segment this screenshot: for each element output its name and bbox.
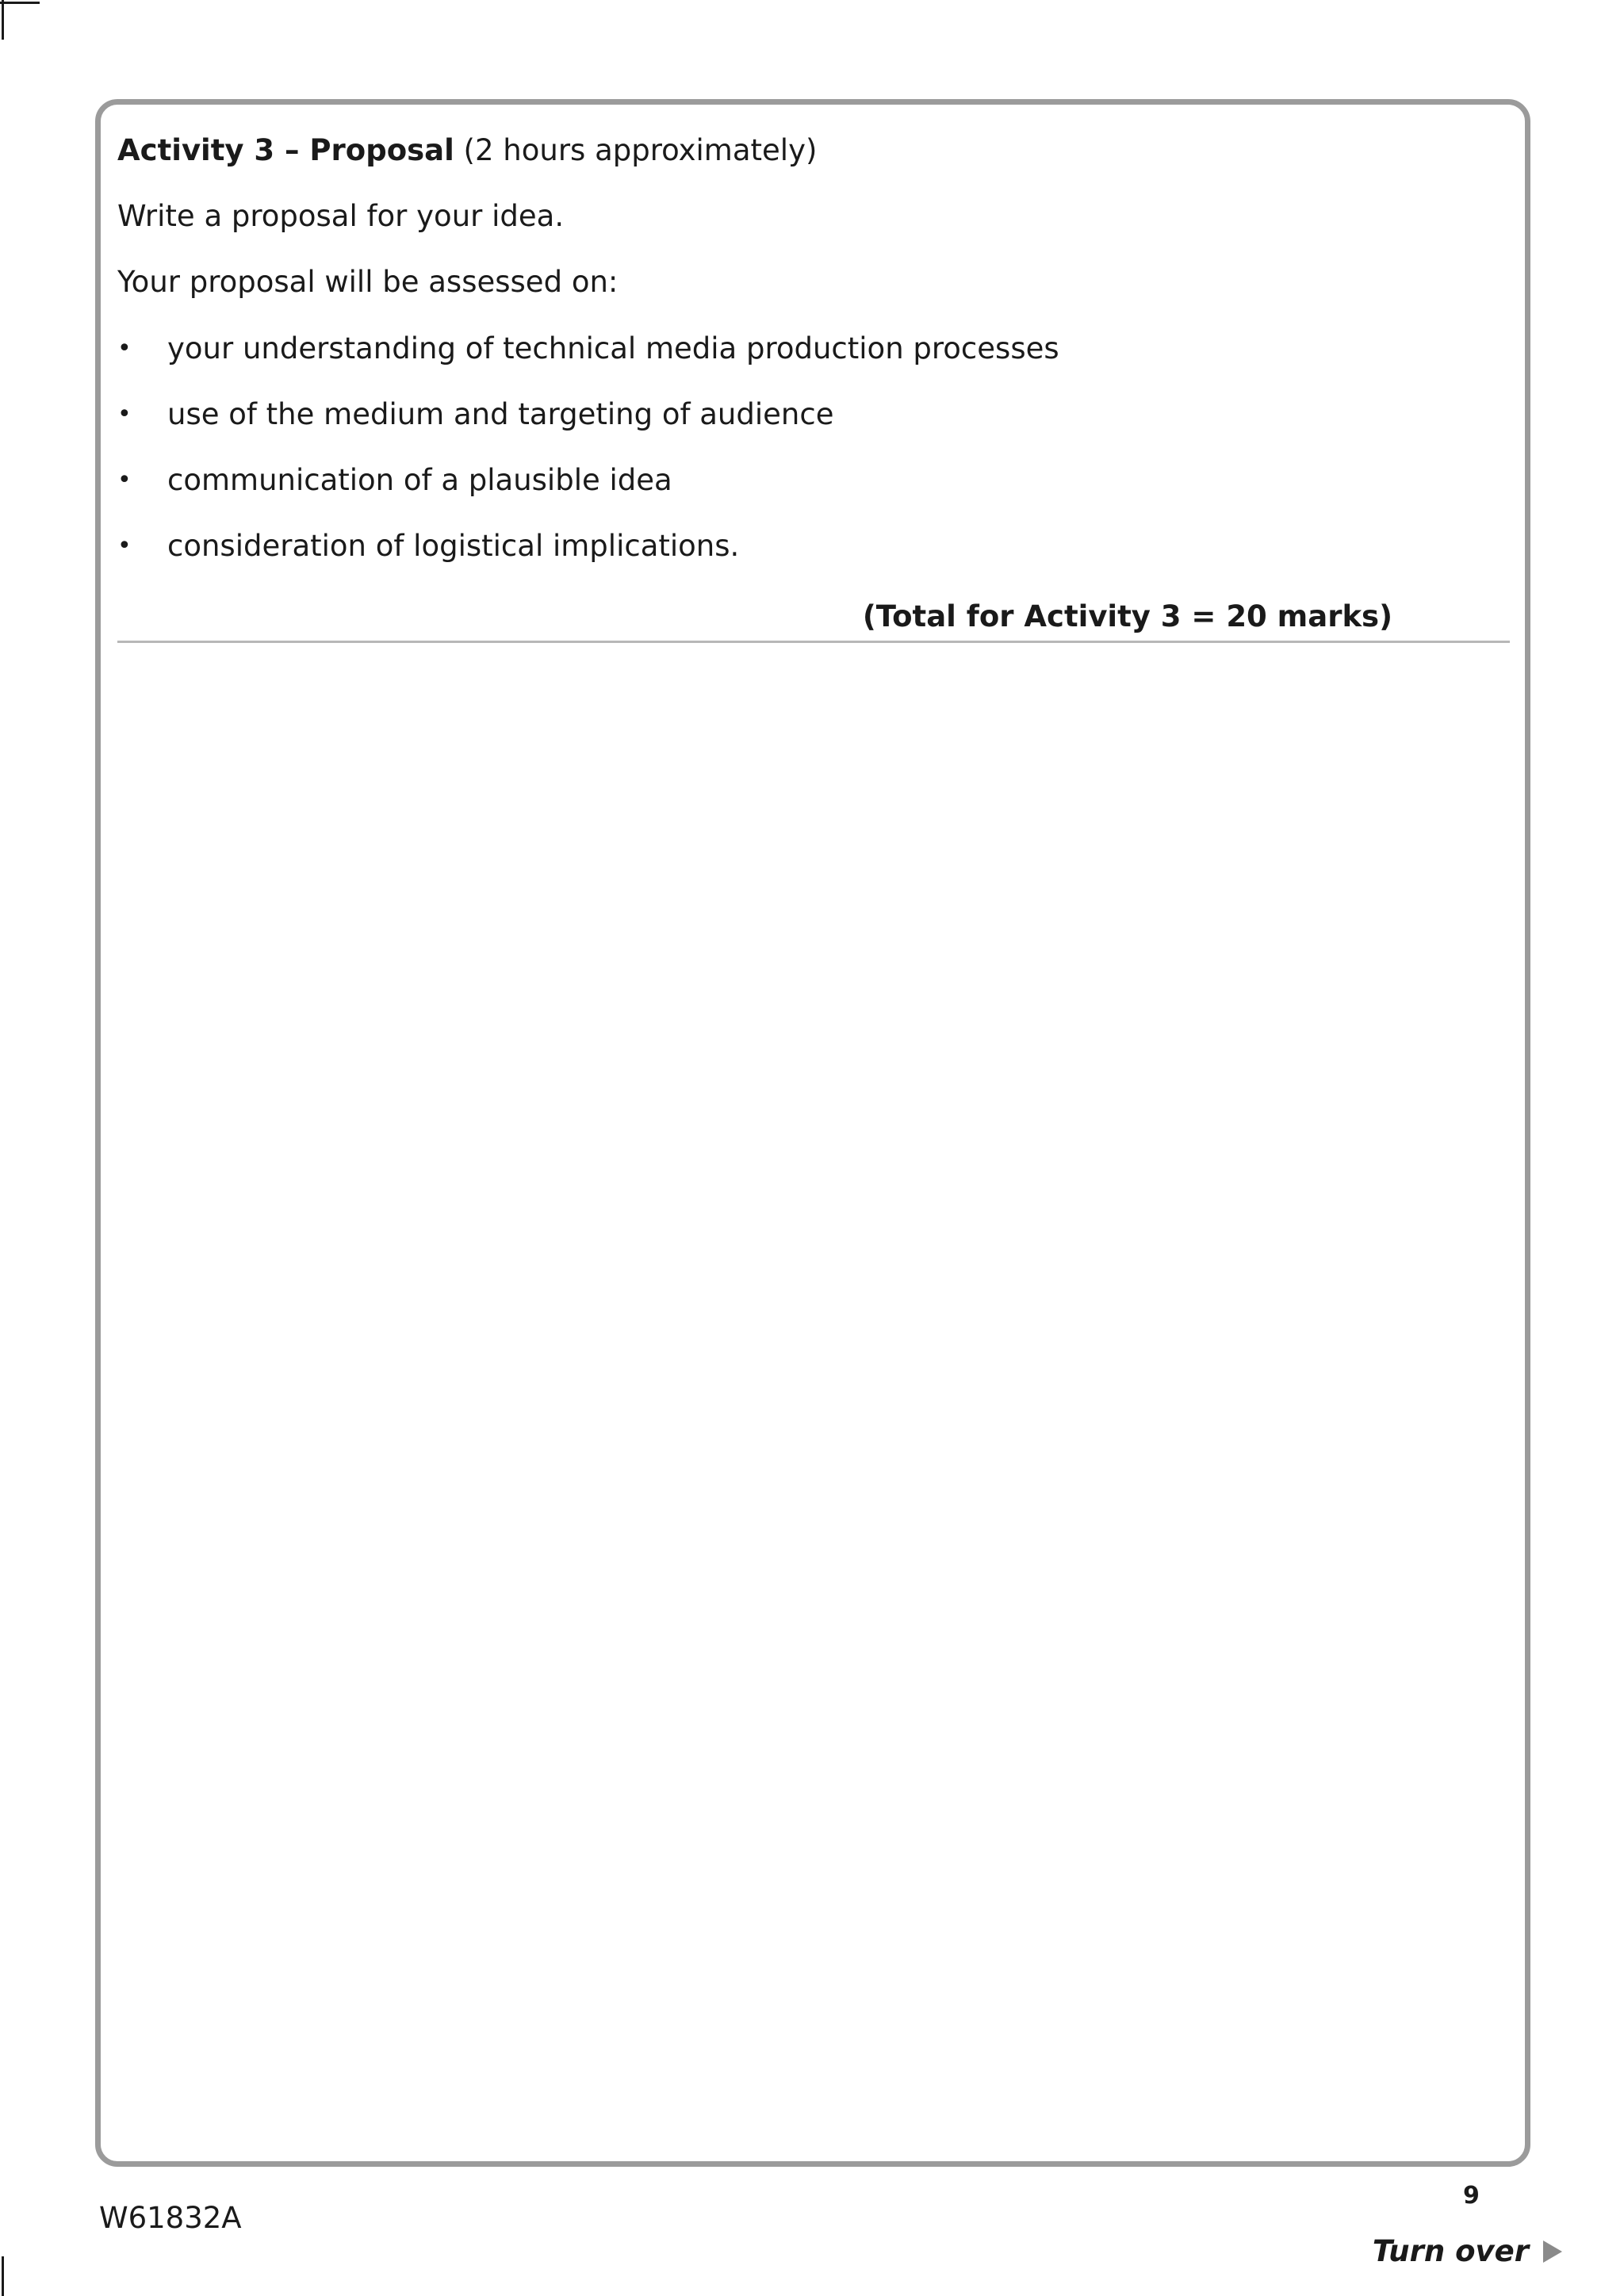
activity-instruction: Write a proposal for your idea. [117,199,565,233]
criteria-text: consideration of logistical implications. [167,529,740,563]
crop-mark-top-left-horizontal [0,2,40,4]
total-marks: (Total for Activity 3 = 20 marks) [862,599,1392,633]
right-arrow-icon [1543,2241,1562,2263]
turn-over-label: Turn over [1372,2234,1529,2268]
bullet-icon: • [117,466,132,494]
bullet-icon: • [117,335,132,362]
activity-heading-duration: (2 hours approximately) [454,133,818,167]
activity-heading [117,132,817,169]
crop-mark-top-left-vertical [2,0,4,40]
turn-over-link[interactable] [1373,2234,1562,2268]
activity-heading-title: Activity 3 – Proposal [117,133,454,167]
assessment-intro: Your proposal will be assessed on: [117,265,619,299]
section-divider [117,641,1510,643]
criteria-text: use of the medium and targeting of audience [167,397,834,431]
criteria-text: communication of a plausible idea [167,463,672,497]
criteria-text: your understanding of technical media production processes [167,331,1059,365]
bullet-icon: • [117,400,132,428]
page-number: 9 [1463,2182,1480,2210]
bullet-icon: • [117,532,132,560]
paper-code: W61832A [99,2201,242,2235]
crop-mark-bottom-left-vertical [2,2256,4,2296]
